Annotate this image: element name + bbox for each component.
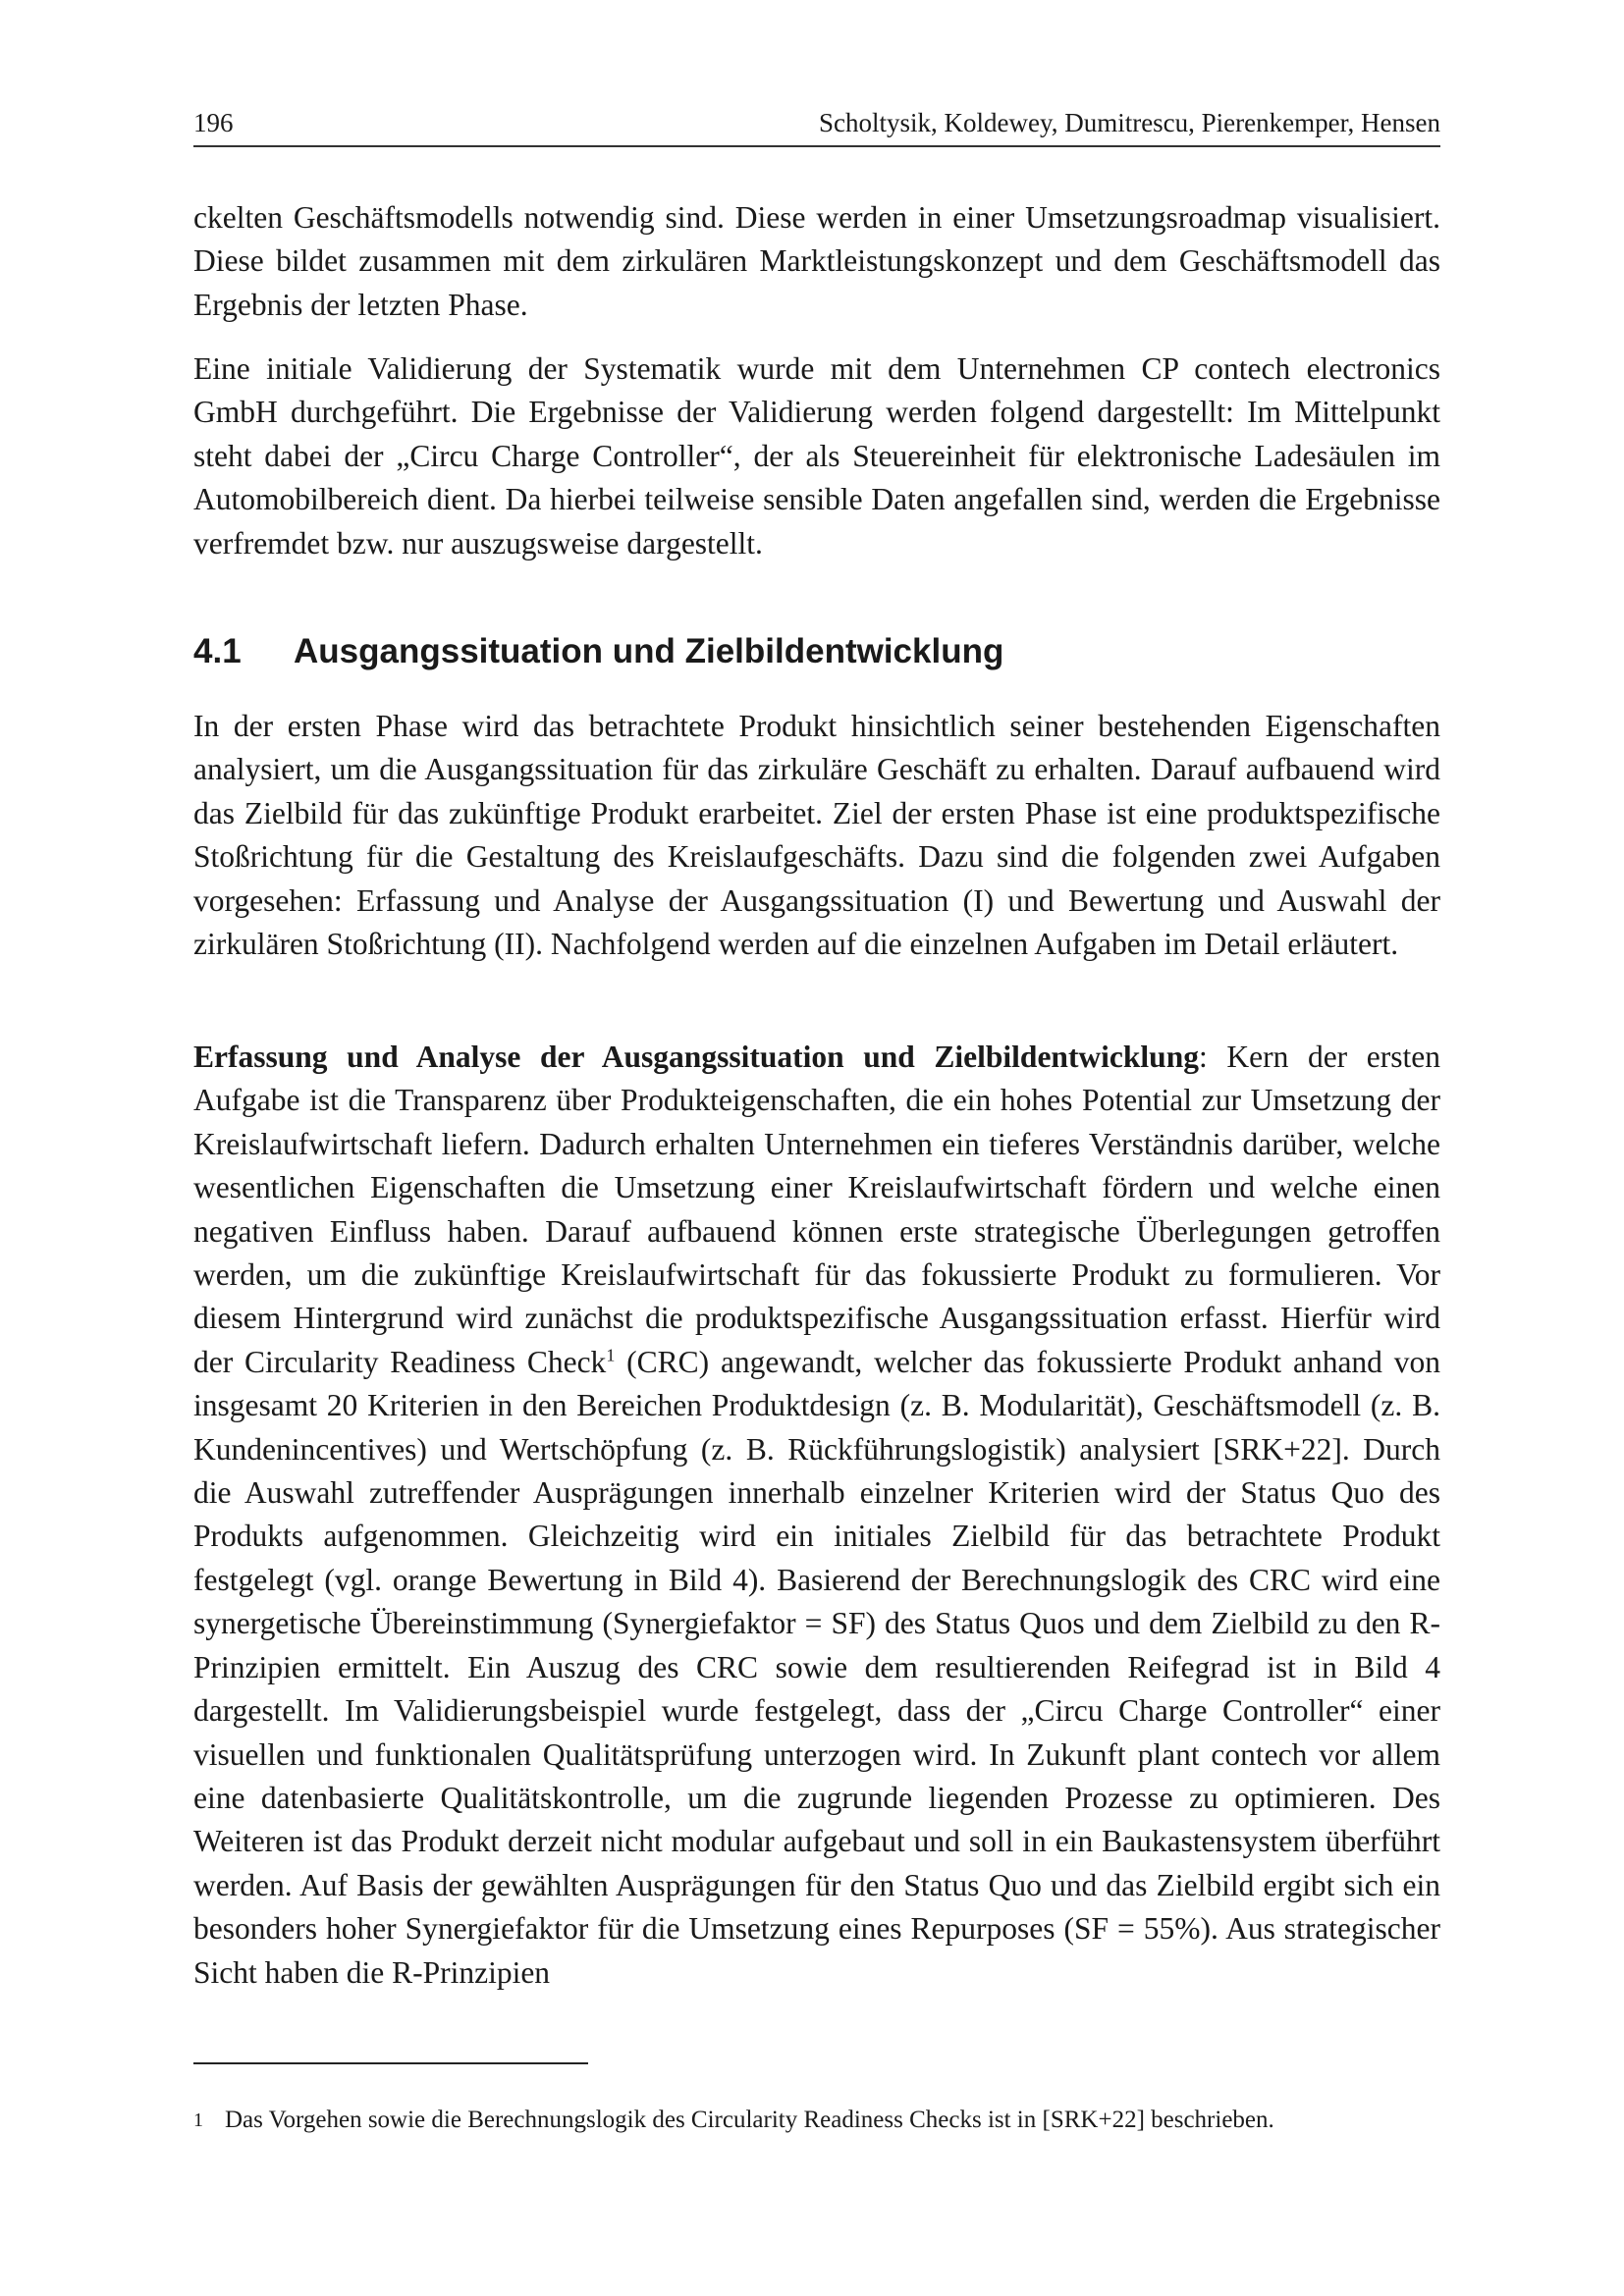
running-header-authors: Scholtysik, Koldewey, Dumitrescu, Pierenkemper, Hensen bbox=[818, 108, 1440, 137]
footnote-text: Das Vorgehen sowie die Berechnungslogik des Circularity Readiness Checks ist in [SRK+22] beschrieben. bbox=[225, 2107, 1274, 2133]
section-number: 4.1 bbox=[193, 632, 242, 670]
footnote bbox=[193, 2105, 1440, 2136]
paragraph-1: ckelten Geschäftsmodells notwendig sind. Diese werden in einer Umsetzungsroadmap visualisiert. Diese bildet zusammen mit dem zirkulären Marktleistungskonzept und dem Geschäftsmodell das Ergebnis der letzten Phase. bbox=[193, 200, 1440, 322]
footnote-separator bbox=[193, 2062, 588, 2064]
footnote-mark: 1 bbox=[193, 2109, 203, 2131]
paragraph-4-text-b: (CRC) angewandt, welcher das fokussierte Produkt anhand von insgesamt 20 Kriterien in den Bereichen Produktdesign (z. B. Modularität), Geschäftsmodell (z. B. Kundenincentives) und Wertschöpfung (z. B. Rückführungslogistik) analysiert [SRK+22]. Durch die Auswahl zutreffender Ausprägungen innerhalb einzelner Kriterien wird der Status Quo des Produkts aufgenommen. Gleichzeitig wird ein initiales Zielbild für das betrachtete Produkt festgelegt (vgl. orange Bewertung in Bild 4). Basierend der Berechnungslogik des CRC wird eine synergetische Übereinstimmung (Synergiefaktor = SF) des Status Quos und dem Zielbild zu den R-Prinzipien ermittelt. Ein Auszug des CRC sowie dem resultierenden Reifegrad ist in Bild 4 dargestellt. Im Validierungsbeispiel wurde festgelegt, dass der „Circu Charge Controller“ einer visuellen und funktionalen Qualitätsprüfung unterzogen wird. In Zukunft plant contech vor allem eine datenbasierte Qualitätskontrolle, um die zugrunde liegenden Prozesse zu optimieren. Des Weiteren ist das Produkt derzeit nicht modular aufgebaut und soll in ein Baukastensystem überführt werden. Auf Basis der gewählten Ausprägungen für den Status Quo und das Zielbild ergibt sich ein besonders hoher Synergiefaktor für die Umsetzung eines Repurposes (SF = 55%). Aus strategischer Sicht haben die R-Prinzipien bbox=[193, 1344, 1440, 1990]
page-number: 196 bbox=[193, 108, 234, 137]
running-header bbox=[193, 106, 1440, 147]
paragraph-4-text-a: : Kern der ersten Aufgabe ist die Transparenz über Produkteigenschaften, die ein hohes Potential zur Umsetzung der Kreislaufwirtschaft liefern. Dadurch erhalten Unternehmen ein tieferes Verständnis darüber, welche wesentlichen Eigenschaften die Umsetzung einer Kreislaufwirtschaft fördern und welche einen negativen Einfluss haben. Darauf aufbauend können erste strategische Überlegungen getroffen werden, um die zukünftige Kreislaufwirtschaft für das fokussierte Produkt zu formulieren. Vor diesem Hintergrund wird zunächst die produktspezifische Ausgangssituation erfasst. Hierfür wird der Circularity Readiness Check bbox=[193, 1040, 1441, 1379]
paragraph-3: In der ersten Phase wird das betrachtete Produkt hinsichtlich seiner bestehenden Eigenschaften analysiert, um die Ausgangssituation für das zirkuläre Geschäft zu erhalten. Darauf aufbauend wird das Zielbild für das zukünftige Produkt erarbeitet. Ziel der ersten Phase ist eine produktspezifische Stoßrichtung für die Gestaltung des Kreislaufgeschäfts. Dazu sind die folgenden zwei Aufgaben vorgesehen: Erfassung und Analyse der Ausgangssituation (I) und Bewertung und Auswahl der zirkulären Stoßrichtung (II). Nachfolgend werden auf die einzelnen Aufgaben im Detail erläutert. bbox=[193, 709, 1440, 962]
paragraph-4 bbox=[193, 1036, 1440, 1995]
section-heading bbox=[193, 630, 1440, 673]
footnote-reference: 1 bbox=[606, 1345, 616, 1365]
paragraph-4-lead: Erfassung und Analyse der Ausgangssituation und Zielbildentwicklung bbox=[193, 1040, 1199, 1074]
section-title: Ausgangssituation und Zielbildentwicklung bbox=[294, 632, 1004, 670]
paragraph-2: Eine initiale Validierung der Systematik wurde mit dem Unternehmen CP contech electronics GmbH durchgeführt. Die Ergebnisse der Validierung werden folgend dargestellt: Im Mittelpunkt steht dabei der „Circu Charge Controller“, der als Steuereinheit für elektronische Ladesäulen im Automobilbereich dient. Da hierbei teilweise sensible Daten angefallen sind, werden die Ergebnisse verfremdet bzw. nur auszugsweise dargestellt. bbox=[193, 351, 1440, 561]
